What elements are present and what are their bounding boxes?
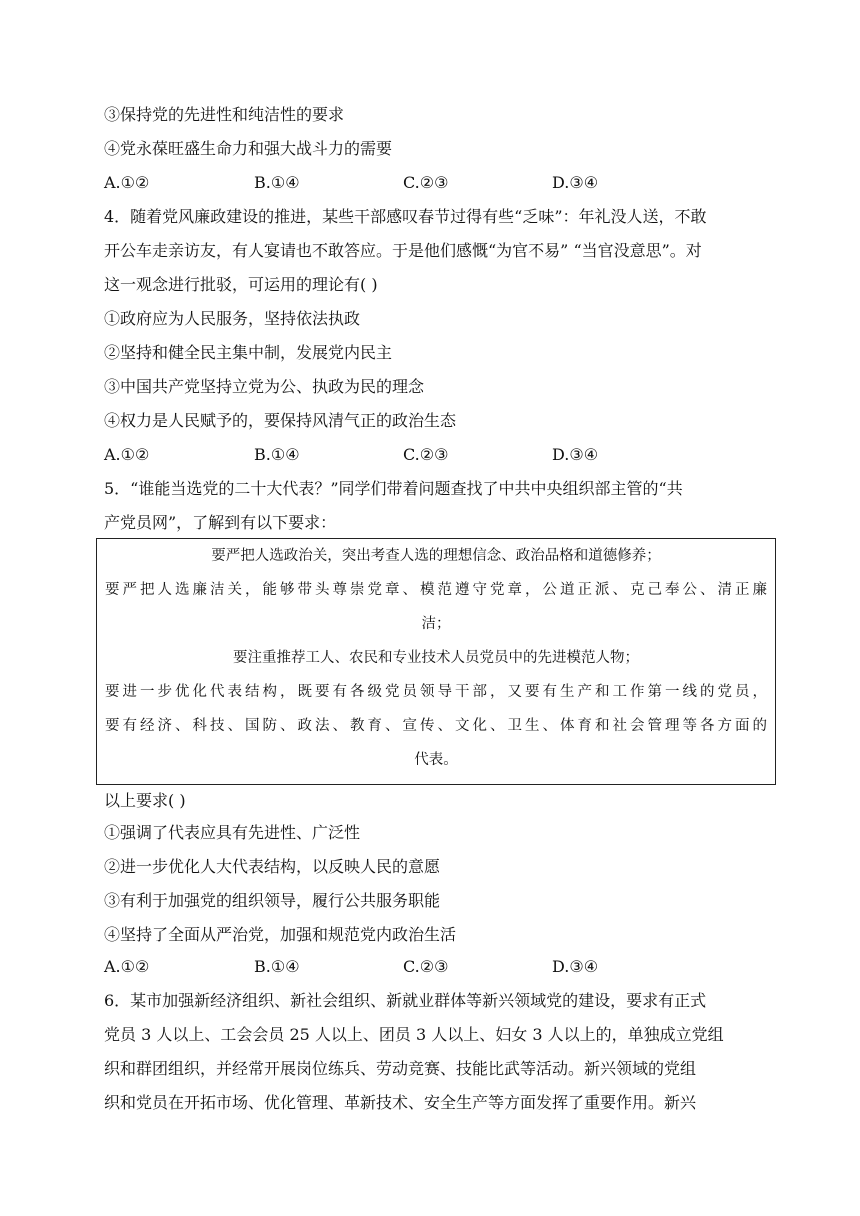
q5-option-b: B.①④: [254, 957, 300, 976]
q4-item-4: ④权力是人民赋予的，要保持风清气正的政治生态: [104, 411, 457, 430]
q4-item-2: ②坚持和健全民主集中制，发展党内民主: [104, 343, 393, 362]
q5-box-line-4: 要注重推荐工人、农民和专业技术人员党员中的先进模范人物；: [233, 650, 639, 666]
q3-option-c: C.②③: [403, 173, 449, 192]
q3-item-4: ④党永葆旺盛生命力和强大战斗力的需要: [104, 139, 393, 158]
q4-option-d: D.③④: [552, 445, 599, 464]
q6-stem-line-3: 织和群团组织，并经常开展岗位练兵、劳动竞赛、技能比武等活动。新兴领域的党组: [104, 1059, 697, 1078]
q5-stem-line-2: 产党员网”，了解到有以下要求：: [104, 513, 337, 532]
q5-requirements-box: [96, 538, 776, 785]
q6-stem-line-1: 6．某市加强新经济组织、新社会组织、新就业群体等新兴领域党的建设，要求有正式: [104, 991, 707, 1010]
q4-stem-line-2: 开公车走亲访友，有人宴请也不敢答应。于是他们感慨“为官不易” “当官没意思”。对: [104, 241, 702, 260]
q6-stem-line-2: 党员 3 人以上、工会会员 25 人以上、团员 3 人以上、妇女 3 人以上的，单独成立党组: [104, 1025, 724, 1044]
q5-box-line-2: 要严把人选廉洁关，能够带头尊崇党章、模范遵守党章，公道正派、克己奉公、清正廉: [105, 582, 767, 598]
q4-item-1: ①政府应为人民服务，坚持依法执政: [104, 309, 361, 328]
q5-item-4: ④坚持了全面从严治党，加强和规范党内政治生活: [104, 925, 457, 944]
q5-box-line-6: 要有经济、科技、国防、政法、教育、宣传、文化、卫生、体育和社会管理等各方面的: [105, 718, 767, 734]
q5-box-line-7: 代表。: [414, 752, 458, 768]
q3-option-a: A.①②: [104, 173, 150, 192]
q3-option-d: D.③④: [552, 173, 599, 192]
q5-stem-line-1: 5．“谁能当选党的二十大代表？”同学们带着问题查找了中共中央组织部主管的“共: [104, 479, 683, 498]
q5-options: [104, 956, 744, 978]
q3-options: [104, 172, 744, 194]
q5-box-line-1: 要严把人选政治关，突出考查人选的理想信念、政治品格和道德修养；: [211, 548, 661, 564]
q5-item-1: ①强调了代表应具有先进性、广泛性: [104, 823, 361, 842]
q4-option-a: A.①②: [104, 445, 150, 464]
q5-option-a: A.①②: [104, 957, 150, 976]
q3-option-b: B.①④: [254, 173, 300, 192]
q5-question: 以上要求( ): [104, 791, 186, 810]
q4-item-3: ③中国共产党坚持立党为公、执政为民的理念: [104, 377, 425, 396]
q3-item-3: ③保持党的先进性和纯洁性的要求: [104, 105, 345, 124]
q4-option-b: B.①④: [254, 445, 300, 464]
q5-item-3: ③有利于加强党的组织领导，履行公共服务职能: [104, 891, 441, 910]
q5-option-c: C.②③: [403, 957, 449, 976]
q4-options: [104, 444, 744, 466]
q5-item-2: ②进一步优化人大代表结构，以反映人民的意愿: [104, 857, 441, 876]
q5-box-line-3: 洁；: [421, 616, 451, 632]
q4-option-c: C.②③: [403, 445, 449, 464]
q4-stem-line-3: 这一观念进行批驳，可运用的理论有( ): [104, 275, 378, 294]
q4-stem-line-1: 4．随着党风廉政建设的推进，某些干部感叹春节过得有些“乏味”：年礼没人送，不敢: [104, 207, 707, 226]
q6-stem-line-4: 织和党员在开拓市场、优化管理、革新技术、安全生产等方面发挥了重要作用。新兴: [104, 1093, 697, 1112]
q5-option-d: D.③④: [552, 957, 599, 976]
q5-box-line-5: 要进一步优化代表结构，既要有各级党员领导干部，又要有生产和工作第一线的党员，: [105, 684, 767, 700]
